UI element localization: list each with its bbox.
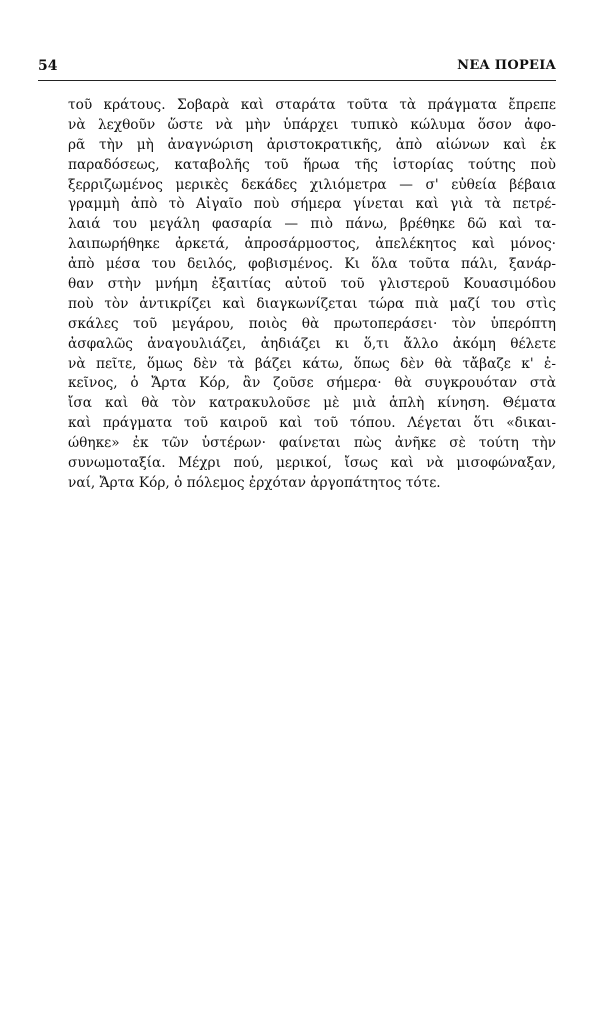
text-line: γραμμὴ ἀπὸ τὸ Αἰγαῖο ποὺ σήμερα γίνεται καὶ γιὰ τὰ πετρέ- <box>68 196 556 213</box>
text-line: λαιπωρήθηκε ἀρκετά, ἀπροσάρμοστος, ἀπελέκητος καὶ μόνος· <box>68 236 556 253</box>
text-line: ξερριζωμένος μερικὲς δεκάδες χιλιόμετρα — σ' εὐθεία βέβαια <box>68 176 556 193</box>
text-line: ποὺ τὸν ἀντικρίζει καὶ διαγκωνίζεται τώρα πιὰ μαζί του στὶς <box>68 295 556 312</box>
text-line: σκάλες τοῦ μεγάρου, ποιὸς θὰ πρωτοπεράσει· τὸν ὑπερόπτη <box>68 315 556 332</box>
text-line: ρᾶ τὴν μὴ ἀναγνώριση ἀριστοκρατικῆς, ἀπὸ αἰώνων καὶ ἐκ <box>68 136 556 153</box>
text-line: νὰ πεῖτε, ὅμως δὲν τὰ βάζει κάτω, ὅπως δὲν θὰ τἄβαζε κ' ἐ- <box>68 355 556 372</box>
text-line: ἀσφαλῶς ἀναγουλιάζει, ἀηδιάζει κι ὅ,τι ἄλλο ἀκόμη θέλετε <box>68 335 556 352</box>
running-header <box>38 56 556 81</box>
text-line: λαιά του μεγάλη φασαρία — πιὸ πάνω, βρέθηκε δῶ καὶ τα- <box>68 216 556 233</box>
text-line: θαν στὴν μνήμη ἐξαιτίας αὐτοῦ τοῦ γλιστεροῦ Κουασιμόδου <box>68 276 556 293</box>
text-line: ἴσα καὶ θὰ τὸν κατρακυλοῦσε μὲ μιὰ ἁπλὴ κίνηση. Θέματα <box>68 395 556 412</box>
journal-title: ΝΕΑ ΠΟΡΕΙΑ <box>457 58 556 73</box>
text-line: ἀπὸ μέσα του δειλός, φοβισμένος. Κι ὅλα τοῦτα πάλι, ξανάρ- <box>68 256 556 273</box>
page-number: 54 <box>38 58 58 74</box>
text-line: παραδόσεως, καταβολῆς τοῦ ἥρωα τῆς ἱστορίας τούτης ποὺ <box>68 156 556 173</box>
text-line: συνωμοταξία. Μέχρι πού, μερικοί, ἴσως καὶ νὰ μισοφώναξαν, <box>68 455 556 472</box>
text-line: τοῦ κράτους. Σοβαρὰ καὶ σταράτα τοῦτα τὰ πράγματα ἔπρεπε <box>68 97 556 113</box>
body-text <box>68 96 556 494</box>
text-line: νὰ λεχθοῦν ὥστε νὰ μὴν ὑπάρχει τυπικὸ κώλυμα ὅσον ἀφο- <box>68 116 556 133</box>
text-line: ναί, Ἄρτα Κόρ, ὁ πόλεμος ἐρχόταν ἀργοπάτητος τότε. <box>68 474 441 491</box>
text-line: ώθηκε» ἐκ τῶν ὑστέρων· φαίνεται πὼς ἀνῆκε σὲ τούτη τὴν <box>68 435 556 452</box>
text-line: κεῖνος, ὁ Ἄρτα Κόρ, ἂν ζοῦσε σήμερα· θὰ συγκρουόταν στὰ <box>68 375 556 392</box>
text-line: καὶ πράγματα τοῦ καιροῦ καὶ τοῦ τόπου. Λέγεται ὅτι «δικαι- <box>68 415 556 432</box>
